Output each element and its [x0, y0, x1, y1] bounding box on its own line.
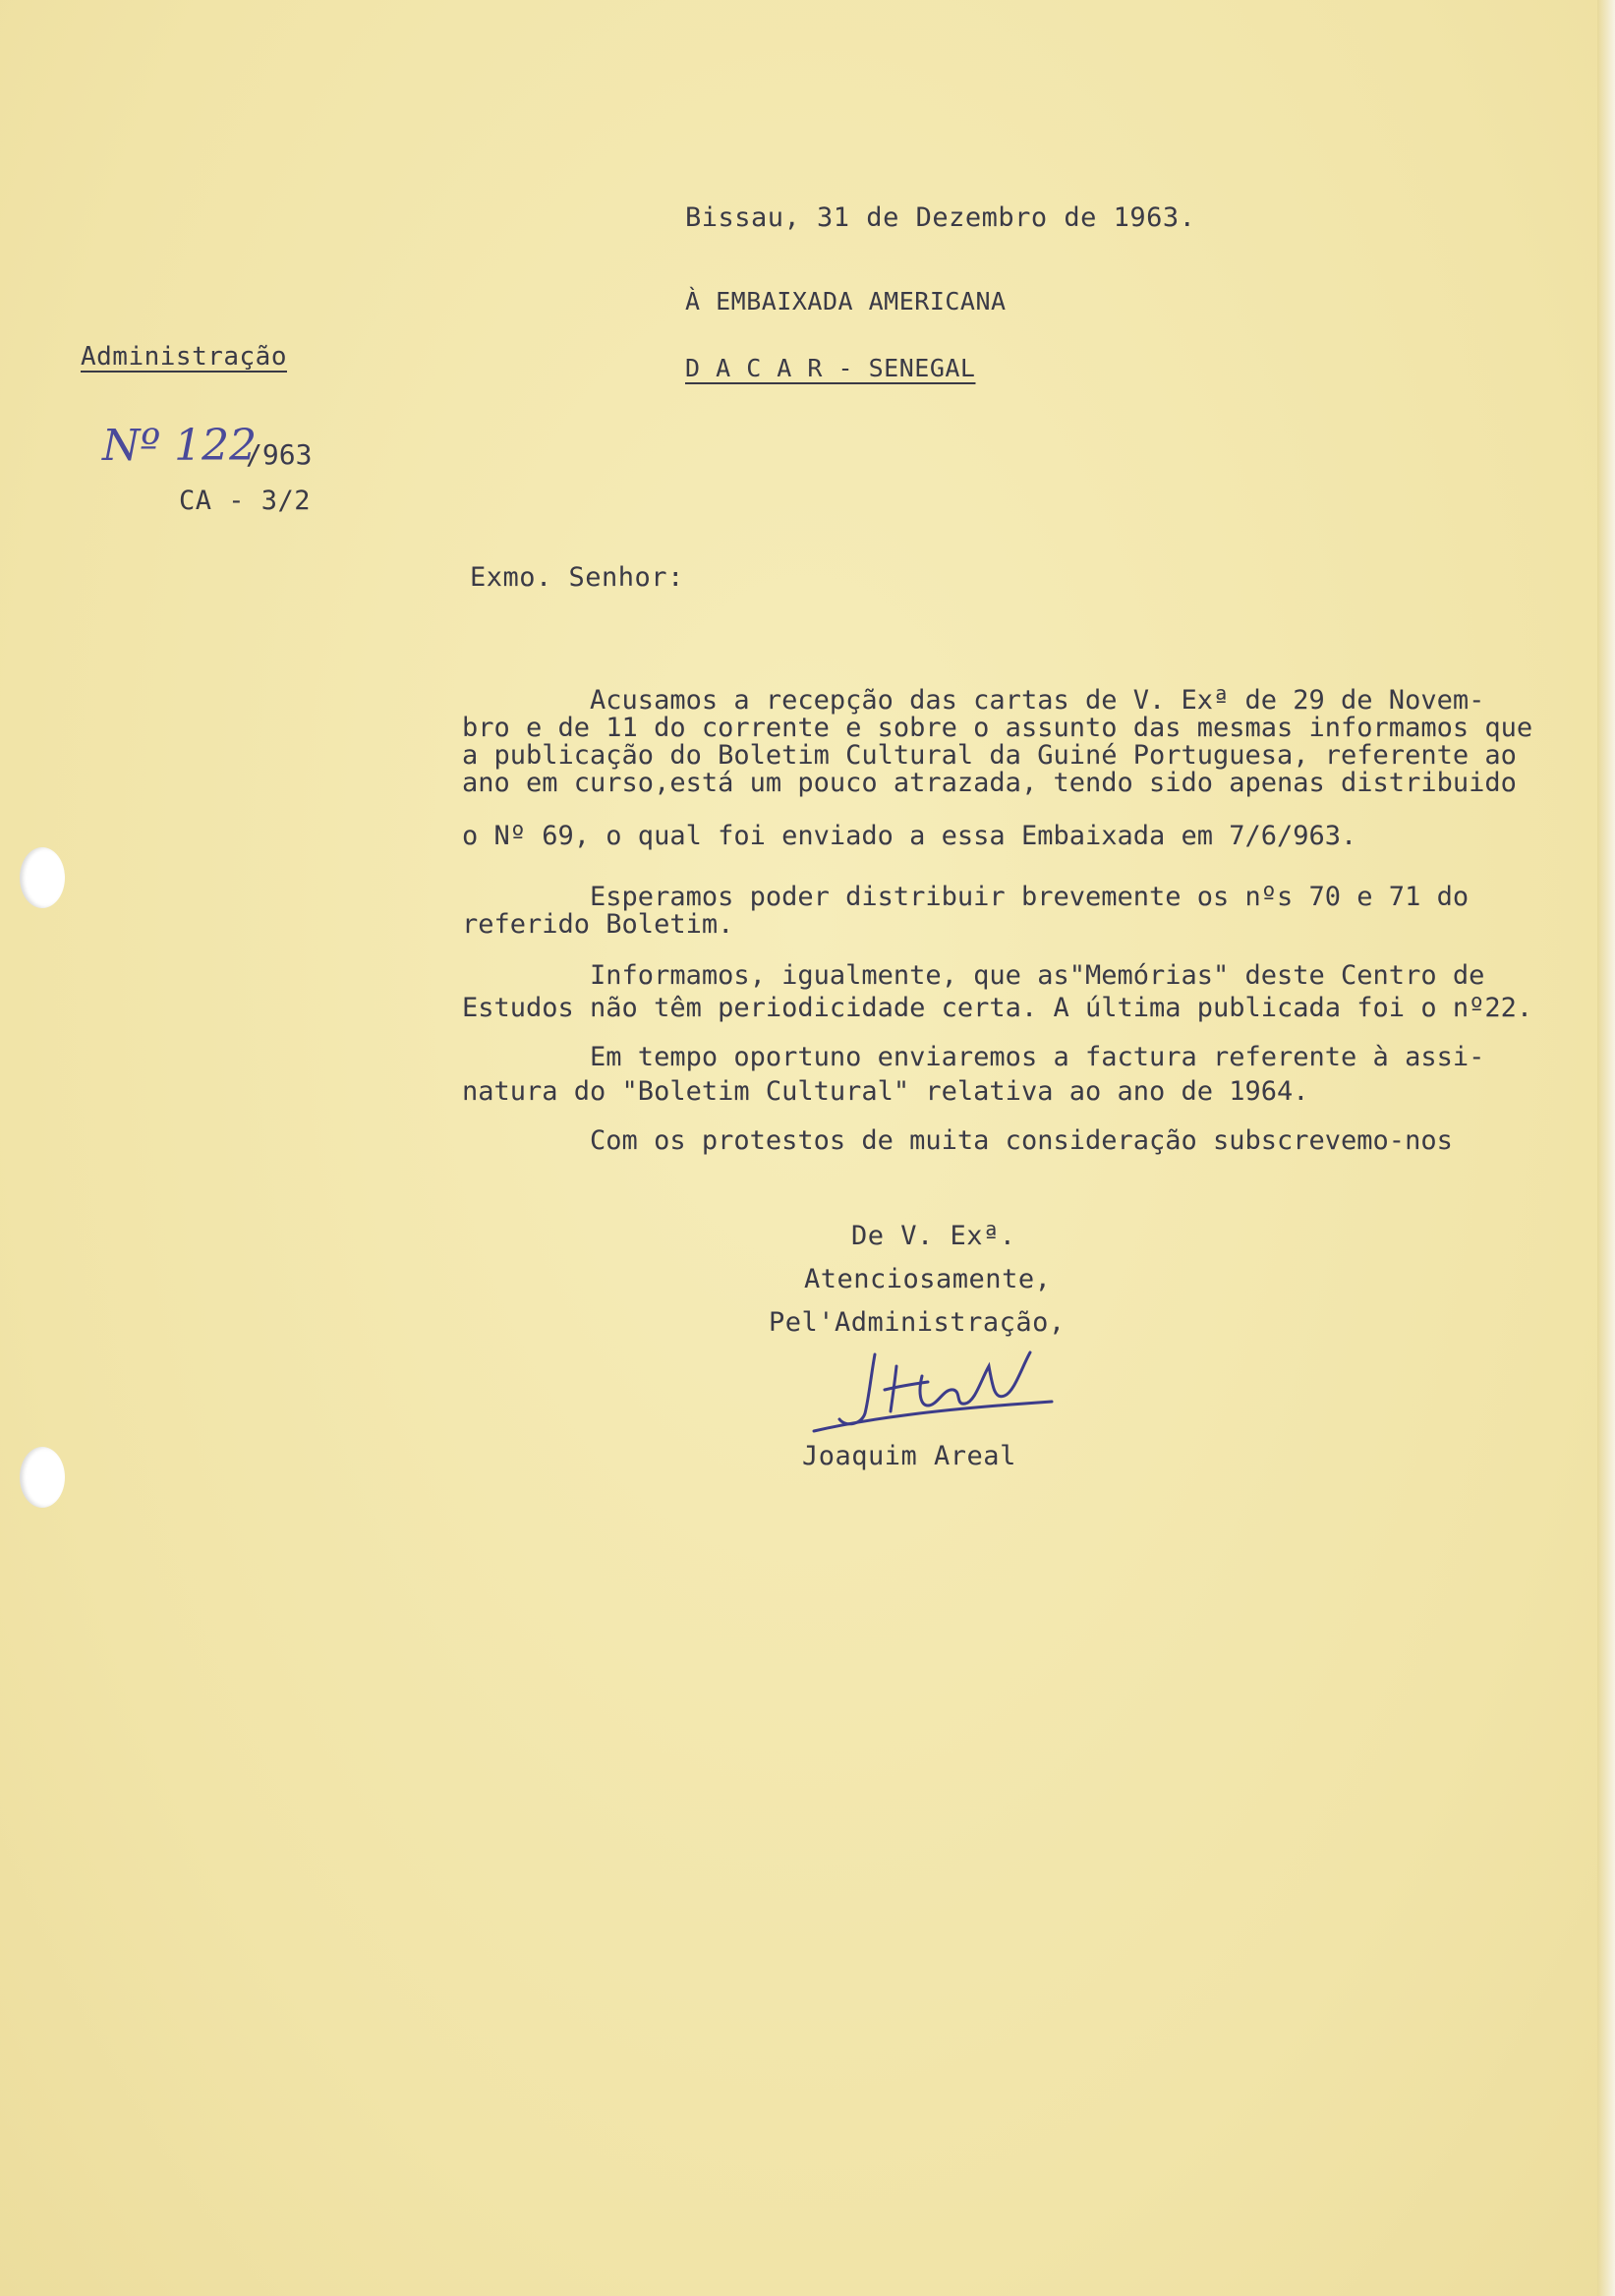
handwritten-reference-number: Nº 122: [102, 421, 258, 471]
closing-line-1: De V. Exª.: [851, 1221, 1016, 1251]
closing-line-3: Pel'Administração,: [769, 1307, 1066, 1338]
recipient-line-2: D A C A R - SENEGAL: [685, 354, 976, 382]
handwritten-reference-year: /963: [246, 438, 313, 471]
paragraph-1-line: ano em curso,está um pouco atrazada, tendo sido apenas distribuido: [462, 768, 1517, 798]
paragraph-2-line: Esperamos poder distribuir brevemente os nºs 70 e 71 do: [462, 882, 1470, 912]
paragraph-3-line: Informamos, igualmente, que as"Memórias" deste Centro de: [462, 960, 1485, 991]
punch-hole-upper: [20, 847, 65, 908]
closing-line-2: Atenciosamente,: [804, 1264, 1052, 1294]
signature-image: [806, 1337, 1062, 1435]
paragraph-2-line: referido Boletim.: [462, 909, 734, 940]
signatory-name: Joaquim Areal: [802, 1441, 1016, 1471]
department-label: Administração: [81, 342, 287, 372]
paragraph-1-line: o Nº 69, o qual foi enviado a essa Embaixada em 7/6/963.: [462, 821, 1357, 851]
salutation: Exmo. Senhor:: [470, 562, 684, 593]
paragraph-3-line: Estudos não têm periodicidade certa. A última publicada foi o nº22.: [462, 993, 1533, 1023]
paragraph-4-line: Em tempo oportuno enviaremos a factura referente à assi-: [462, 1042, 1485, 1072]
paragraph-5-line: Com os protestos de muita consideração subscrevemo-nos: [462, 1125, 1453, 1156]
paragraph-1-line: Acusamos a recepção das cartas de V. Exª de 29 de Novem-: [462, 685, 1485, 716]
reference-code: CA - 3/2: [179, 486, 312, 516]
paragraph-1-line: bro e de 11 do corrente e sobre o assunto das mesmas informamos que: [462, 713, 1533, 743]
punch-hole-lower: [20, 1447, 65, 1508]
recipient-line-1: À EMBAIXADA AMERICANA: [685, 287, 1007, 316]
paragraph-4-line: natura do "Boletim Cultural" relativa ao ano de 1964.: [462, 1076, 1309, 1107]
paragraph-1-line: a publicação do Boletim Cultural da Guiné Portuguesa, referente ao: [462, 740, 1517, 771]
paper-edge: [1597, 0, 1615, 2296]
date-line: Bissau, 31 de Dezembro de 1963.: [685, 202, 1196, 233]
